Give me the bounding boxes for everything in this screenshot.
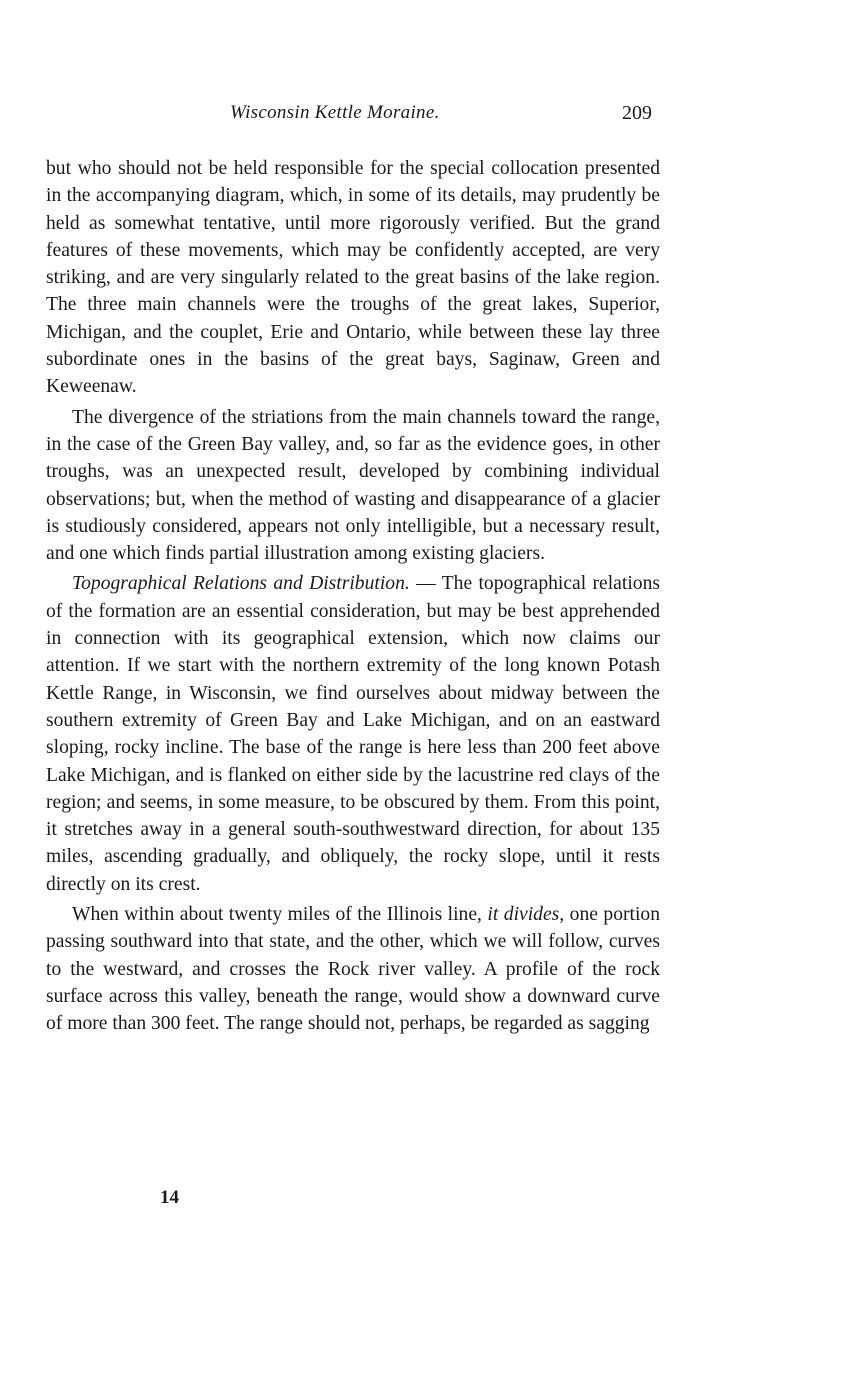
paragraph-text-before: When within about twenty miles of the Illinois line, xyxy=(72,904,488,926)
page-number: 209 xyxy=(622,102,652,124)
running-head xyxy=(48,102,652,132)
paragraph-continued: but who should not be held responsible for the special collocation presented in the accompanying diagram, which, in some of its details, may prudently be held as somewhat tentative, until more rigorously verified. But the grand features of these movements, which may be confidently accepted, are very striking, and are very singularly related to the great basins of the lake region. The three main channels were the troughs of the great lakes, Superior, Michigan, and the couplet, Erie and Ontario, while between these lay three subordinate ones in the basins of the great bays, Saginaw, Green and Keweenaw. xyxy=(46,158,660,398)
body-text xyxy=(46,155,660,1038)
paragraph-text-after: one portion passing southward into that state, and the other, which we will follow, curves to the westward, and crosses the Rock river valley. A profile of the rock surface across this valley, beneath the range, would show a downward curve of more than 300 feet. The range should not, perhaps, be regarded as sagging xyxy=(46,904,661,1035)
running-title: Wisconsin Kettle Moraine. xyxy=(230,102,440,123)
paragraph-illinois-line xyxy=(46,901,660,1037)
paragraph-text: — The topographical relations of the formation are an essential consideration, but may be best apprehended in connection with its geographical extension, which now claims our attention. If we start with the northern extremity of the long known Potash Kettle Range, in Wisconsin, we find ourselves about midway between the southern extremity of Green Bay and Lake Michigan, and on an eastward sloping, rocky incline. The base of the range is here less than 200 feet above Lake Michigan, and is flanked on either side by the lacustrine red clays of the region; and seems, in some measure, to be obscured by them. From this point, it stretches away in a general south-southwestward direction, for about 135 miles, ascending gradually, and obliquely, the rocky slope, until it rests directly on its crest. xyxy=(46,573,660,895)
paragraph-divergence: The divergence of the striations from the main channels toward the range, in the case of the Green Bay valley, and, so far as the evidence goes, in other troughs, was an unexpected result, developed by combining individual observations; but, when the method of wasting and disappearance of a glacier is studiously considered, appears not only intelligible, but a necessary result, and one which finds partial illustration among existing glaciers. xyxy=(46,406,660,565)
section-heading-italic: Topographical Relations and Distribution. xyxy=(72,573,410,595)
paragraph-topographical-relations xyxy=(46,570,660,898)
signature-mark: 14 xyxy=(160,1187,179,1208)
emphasis-italic: it divides, xyxy=(487,904,565,926)
